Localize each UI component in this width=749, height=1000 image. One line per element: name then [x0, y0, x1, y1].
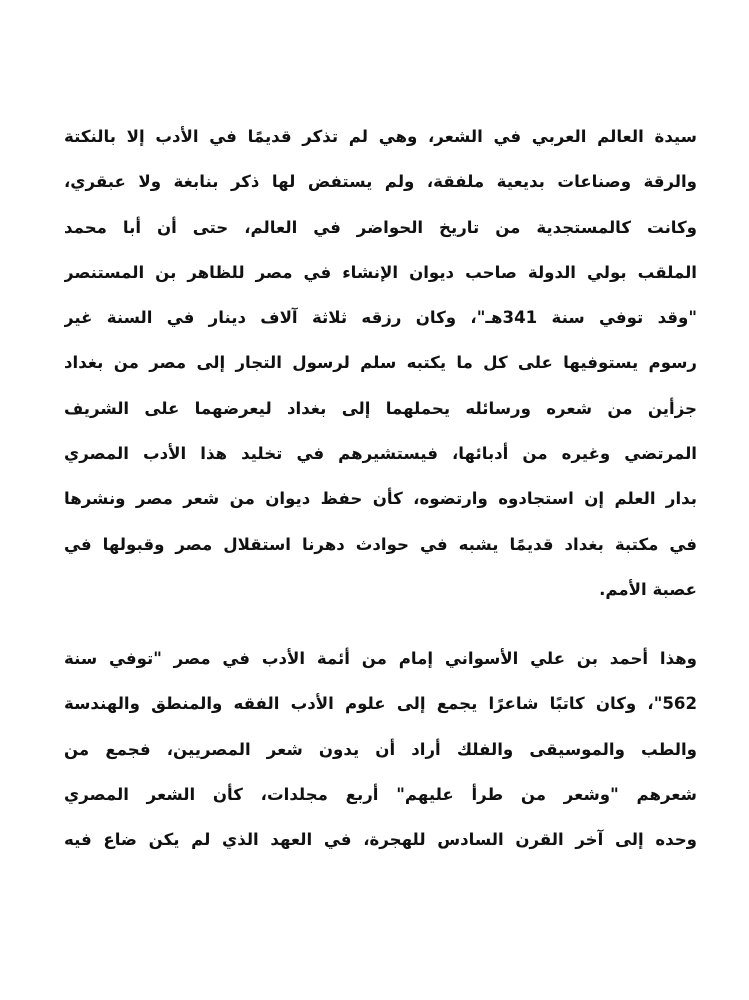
text-line: والرقة وصناعات بديعية ملفقة، ولم يستفض لها ذكر بنابغة ولا عبقري، [64, 172, 697, 192]
text-line: وهذا أحمد بن علي الأسواني إمام من أئمة الأدب في مصر "توفي سنة [64, 649, 697, 668]
text-line: بدار العلم إن استجادوه وارتضوه، كأن حفظ ديوان من شعر مصر ونشرها [64, 489, 697, 509]
text-line: رسوم يستوفيها على كل ما يكتبه سلم لرسول التجار إلى مصر من بغداد [64, 353, 697, 373]
text-line: "وقد توفي سنة 341هـ"، وكان رزقه ثلاثة آلاف دينار في السنة غير [64, 308, 697, 328]
text-line: في مكتبة بغداد قديمًا يشبه في حوادث دهرنا استقلال مصر وقبولها في [64, 534, 697, 554]
text-line: وكانت كالمستجدية من تاريخ الحواضر في العالم، حتى أن أبا محمد [64, 217, 697, 237]
text-line: جزأين من شعره ورسائله يحملهما إلى بغداد ليعرضهما على الشريف [64, 398, 697, 418]
text-line: شعرهم "وشعر من طرأ عليهم" أربع مجلدات، كأن الشعر المصري [64, 784, 697, 804]
paragraph-2 [64, 636, 697, 862]
text-line: سيدة العالم العربي في الشعر، وهي لم تذكر قديمًا في الأدب إلا بالنكتة [64, 127, 697, 146]
text-line: المرتضي وغيره من أدبائها، فيستشيرهم في تخليد هذا الأدب المصري [64, 444, 697, 464]
text-line: 562"، وكان كاتبًا شاعرًا يجمع إلى علوم الأدب الفقه والمنطق والهندسة [64, 694, 697, 714]
paragraph-1 [64, 114, 697, 612]
text-line: وحده إلى آخر القرن السادس للهجرة، في العهد الذي لم يكن ضاع فيه [64, 830, 697, 850]
text-line: عصبة الأمم. [599, 579, 697, 599]
text-line: الملقب بولي الدولة صاحب ديوان الإنشاء في مصر للظاهر بن المستنصر [64, 262, 697, 282]
text-line: والطب والموسيقى والفلك أراد أن يدون شعر المصريين، فجمع من [64, 739, 697, 759]
